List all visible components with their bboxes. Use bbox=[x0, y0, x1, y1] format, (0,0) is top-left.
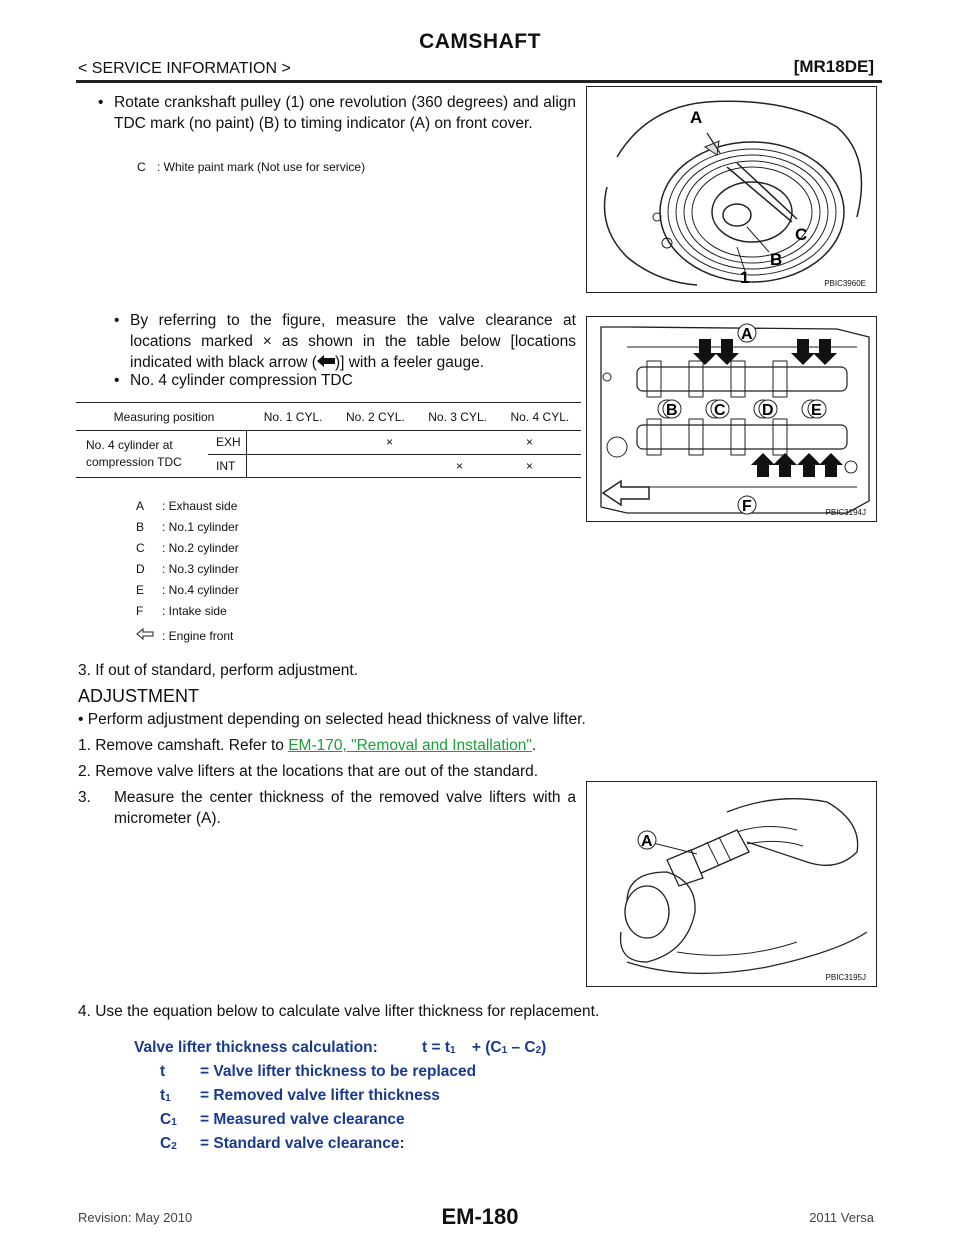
exh-label: EXH bbox=[216, 435, 241, 449]
legend-text: : Intake side bbox=[162, 604, 227, 618]
micrometer-figure bbox=[586, 781, 877, 987]
int-label: INT bbox=[216, 459, 236, 473]
eq-symbol: t bbox=[160, 1063, 166, 1080]
removal-installation-link[interactable]: EM-170, "Removal and Installation" bbox=[288, 737, 532, 754]
label-e: E bbox=[811, 402, 822, 419]
row-label-line1: No. 4 cylinder at bbox=[86, 438, 173, 452]
eq-sub: 1 bbox=[165, 1093, 171, 1104]
page-title: CAMSHAFT bbox=[419, 30, 541, 53]
adjustment-step4: 4. Use the equation below to calculate valve lifter thickness for replacement. bbox=[78, 1003, 600, 1020]
eq-def-t1: = Removed valve lifter thickness bbox=[200, 1087, 440, 1104]
label-b: B bbox=[666, 402, 678, 419]
black-arrow-icon bbox=[317, 355, 335, 367]
legend-key: C bbox=[136, 541, 145, 555]
label-f: F bbox=[742, 498, 752, 515]
label-d: D bbox=[762, 402, 774, 419]
adjustment-step2: 2. Remove valve lifters at the locations that are out of the standard. bbox=[78, 763, 539, 780]
formula-sub: 1 bbox=[501, 1045, 508, 1056]
eq-sub: 1 bbox=[171, 1117, 177, 1128]
row-label-line2: compression TDC bbox=[86, 455, 182, 469]
step3-number: 3. bbox=[78, 789, 91, 806]
cylinder-head-illustration bbox=[587, 317, 876, 521]
label-a: A bbox=[741, 326, 753, 343]
section-label: < SERVICE INFORMATION > bbox=[78, 60, 291, 77]
crankshaft-pulley-figure bbox=[586, 86, 877, 293]
note-text: : White paint mark (Not use for service) bbox=[157, 160, 366, 174]
formula-part: ) bbox=[541, 1039, 547, 1056]
label-1: 1 bbox=[740, 268, 750, 287]
legend-f bbox=[136, 604, 227, 618]
micrometer-illustration bbox=[587, 782, 876, 986]
eq-row-c1 bbox=[160, 1111, 177, 1129]
legend-key bbox=[136, 628, 162, 643]
compression-tdc-bullet bbox=[114, 370, 353, 391]
sub-bullet-text: No. 4 cylinder compression TDC bbox=[130, 372, 353, 389]
step3-adjust: 3. If out of standard, perform adjustment. bbox=[78, 662, 359, 679]
figure3-caption: PBIC3195J bbox=[825, 973, 866, 982]
bullet: • bbox=[114, 372, 120, 389]
legend-text: : Engine front bbox=[162, 629, 234, 643]
formula-sub: 2 bbox=[535, 1045, 542, 1056]
legend-key: F bbox=[136, 604, 144, 618]
eq-row-t bbox=[160, 1063, 165, 1081]
int-cyl3: × bbox=[456, 459, 464, 473]
eq-symbol: C bbox=[160, 1135, 172, 1152]
legend-b bbox=[136, 520, 239, 534]
eq-row-t1 bbox=[160, 1087, 171, 1105]
eq-symbol: C bbox=[160, 1111, 172, 1128]
bullet: • bbox=[98, 94, 104, 111]
step1-suffix: . bbox=[531, 737, 537, 754]
legend-text: : No.1 cylinder bbox=[162, 520, 239, 534]
eq-def-t: = Valve lifter thickness to be replaced bbox=[200, 1063, 477, 1080]
bullet: • bbox=[114, 312, 120, 329]
legend-e bbox=[136, 583, 239, 597]
legend-c bbox=[136, 541, 239, 555]
step3-text: Measure the center thickness of the removed valve lifters with a micrometer (A). bbox=[114, 789, 576, 827]
measure-text-after: )] with a feeler gauge. bbox=[334, 354, 485, 371]
valve-clearance-table bbox=[76, 402, 581, 478]
formula-part: + (C bbox=[471, 1039, 502, 1056]
label-c: C bbox=[795, 225, 808, 244]
engine-front-arrow-icon bbox=[136, 628, 154, 640]
legend-d bbox=[136, 562, 239, 576]
header-rule bbox=[76, 80, 882, 83]
header-cyl-2: No. 2 CYL. bbox=[346, 409, 405, 424]
formula-part: t = t bbox=[422, 1039, 450, 1056]
cross-mark: × bbox=[262, 333, 272, 350]
legend-text: : Exhaust side bbox=[162, 499, 238, 513]
page-number: EM-180 bbox=[441, 1204, 519, 1229]
model-year: 2011 Versa bbox=[809, 1210, 874, 1225]
label-a: A bbox=[690, 108, 703, 127]
row-label bbox=[86, 437, 182, 471]
cylinder-head-figure bbox=[586, 316, 877, 522]
figure2-caption: PBIC3194J bbox=[825, 508, 866, 517]
legend-key: B bbox=[136, 520, 145, 534]
legend-engine-front bbox=[136, 628, 233, 643]
header-measuring-position: Measuring position bbox=[113, 409, 215, 424]
header-cyl-4: No. 4 CYL. bbox=[510, 409, 570, 424]
note-key: C bbox=[137, 160, 146, 174]
step1-prefix: 1. Remove camshaft. Refer to bbox=[78, 737, 289, 754]
rotate-step-text: Rotate crankshaft pulley (1) one revolution (360 degrees) and align TDC mark (no paint) (B) to timing indicator (A) on front cover. bbox=[114, 94, 576, 132]
eq-row-c2 bbox=[160, 1135, 177, 1153]
label-a: A bbox=[641, 833, 653, 850]
header-cyl-3: No. 3 CYL. bbox=[428, 409, 487, 424]
adjustment-bullet: • Perform adjustment depending on selected head thickness of valve lifter. bbox=[78, 711, 586, 728]
legend-text: : No.3 cylinder bbox=[162, 562, 239, 576]
formula-part: – C bbox=[511, 1039, 536, 1056]
adjustment-step1 bbox=[78, 735, 536, 756]
adjustment-heading: ADJUSTMENT bbox=[78, 686, 199, 706]
equation-label: Valve lifter thickness calculation: bbox=[134, 1039, 378, 1056]
legend-key: A bbox=[136, 499, 145, 513]
legend-text: : No.4 cylinder bbox=[162, 583, 239, 597]
int-cyl4: × bbox=[526, 459, 534, 473]
measure-text-before: By referring to the figure, measure the valve clearance at locations marked bbox=[130, 312, 576, 350]
exh-cyl2: × bbox=[386, 435, 394, 449]
legend-key: E bbox=[136, 583, 145, 597]
figure1-caption: PBIC3960E bbox=[824, 279, 866, 288]
eq-symbol: t bbox=[160, 1087, 166, 1104]
pulley-illustration bbox=[587, 87, 876, 292]
measure-step bbox=[114, 310, 576, 373]
header-cyl-1: No. 1 CYL. bbox=[263, 409, 323, 424]
adjustment-step3 bbox=[78, 787, 576, 829]
legend-a bbox=[136, 499, 237, 513]
eq-sub: 2 bbox=[171, 1141, 177, 1152]
legend-text: : No.2 cylinder bbox=[162, 541, 239, 555]
measure-text-mid: as shown in the table below [locations indicated with black arrow ( bbox=[130, 333, 576, 371]
revision-date: Revision: May 2010 bbox=[78, 1210, 193, 1225]
white-paint-note bbox=[137, 160, 365, 174]
eq-def-c2: = Standard valve clearance: bbox=[200, 1135, 405, 1152]
legend-key: D bbox=[136, 562, 145, 576]
eq-def-c1: = Measured valve clearance bbox=[200, 1111, 405, 1128]
label-b: B bbox=[770, 250, 783, 269]
engine-code: [MR18DE] bbox=[793, 57, 874, 76]
formula-sub: 1 bbox=[450, 1045, 456, 1056]
label-c: C bbox=[714, 402, 726, 419]
equation-formula bbox=[422, 1039, 546, 1057]
exh-cyl4: × bbox=[526, 435, 534, 449]
rotate-step bbox=[98, 92, 576, 134]
